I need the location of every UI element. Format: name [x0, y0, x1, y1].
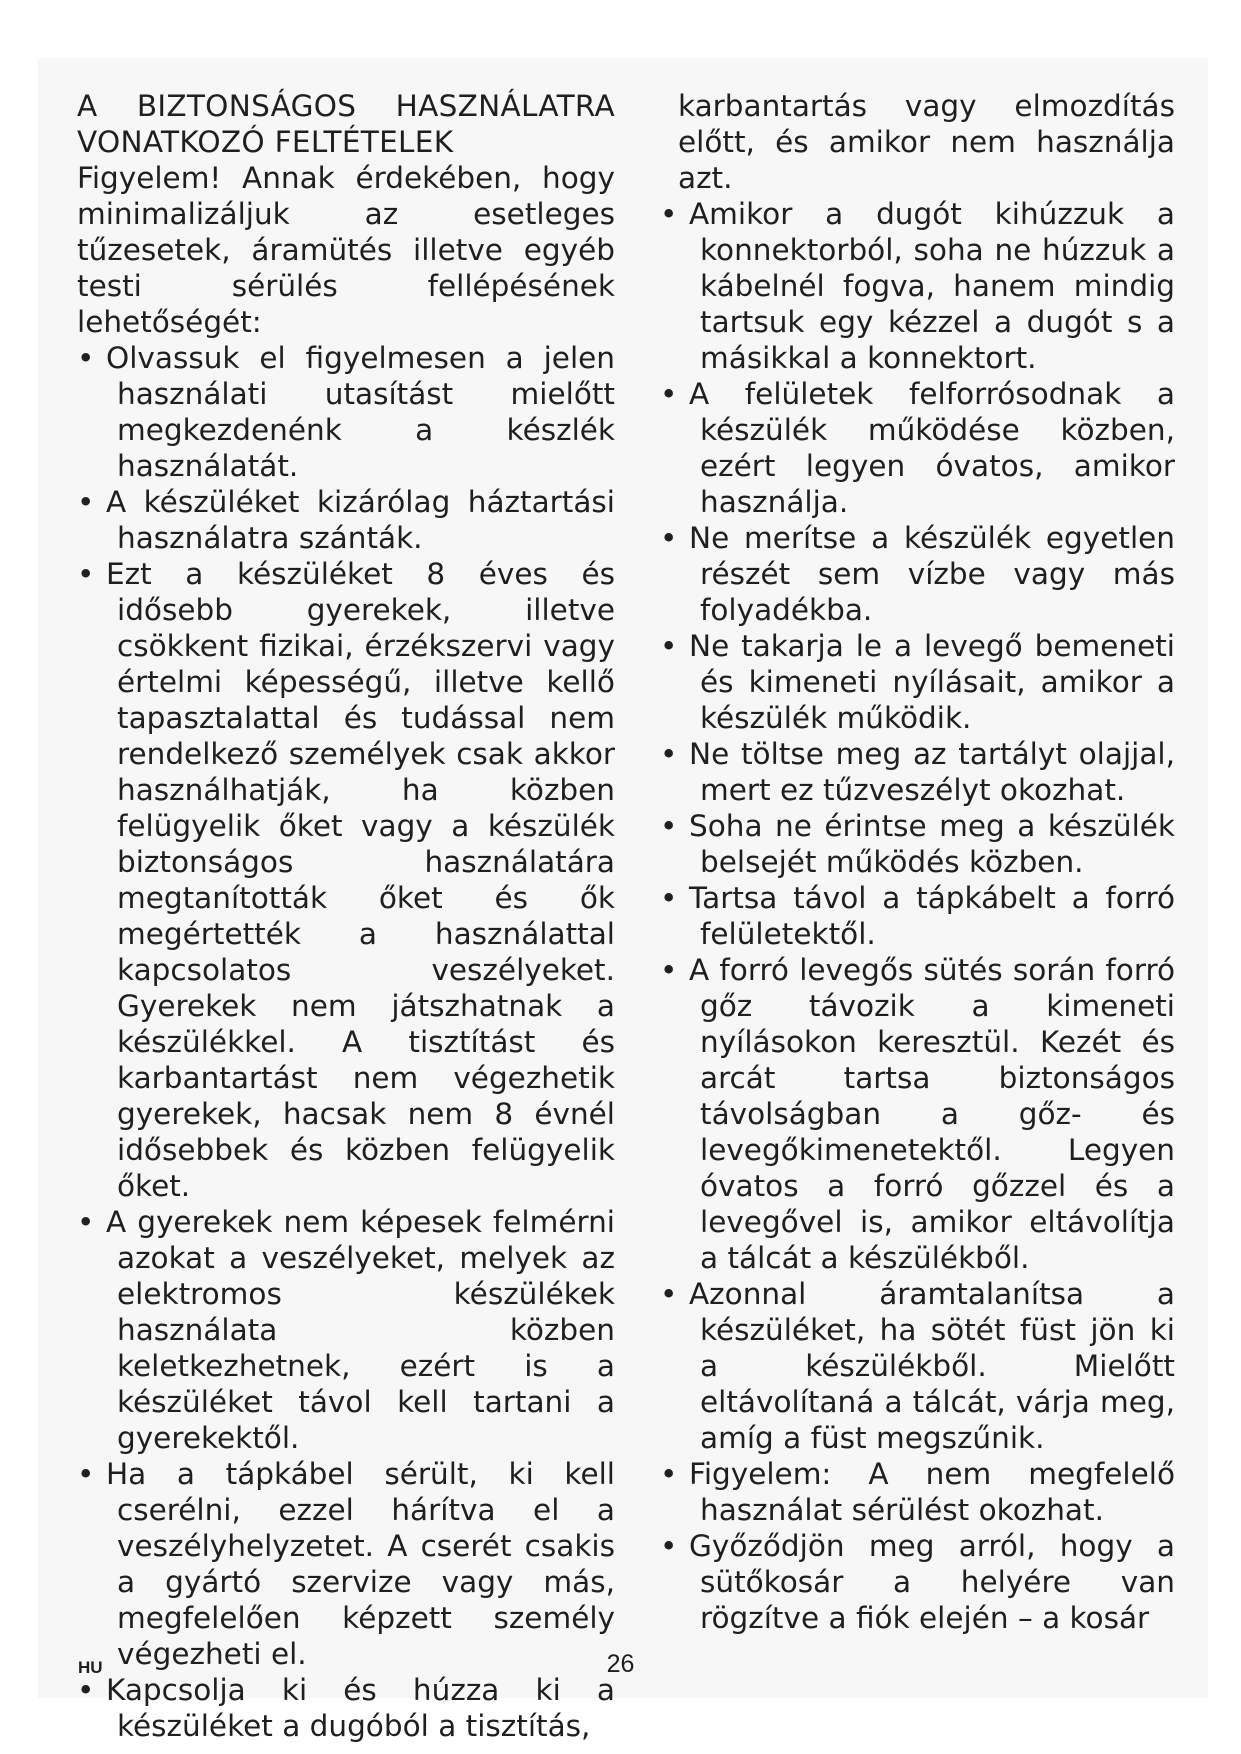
right-column	[660, 88, 1175, 1636]
list-item: • Ne merítse a készülék egyetlen részét sem vízbe vagy más folyadékba.	[660, 520, 1175, 628]
continued-text: karbantartás vagy elmozdítás előtt, és amikor nem használja azt.	[678, 89, 1175, 195]
list-item: • Figyelem: A nem megfelelő használat sérülést okozhat.	[660, 1456, 1175, 1528]
list-item: • Kapcsolja ki és húzza ki a készüléket a dugóból a tisztítás,	[77, 1672, 615, 1744]
list-item: • Tartsa távol a tápkábelt a forró felületektől.	[660, 880, 1175, 952]
list-item: • Amikor a dugót kihúzzuk a konnektorból, soha ne húzzuk a kábelnél fogva, hanem mindig tartsuk egy kézzel a dugót s a másikkal a konnektort.	[660, 196, 1175, 376]
section-heading: A BIZTONSÁGOS HASZNÁLATRA VONATKOZÓ FELTÉTELEK	[77, 89, 615, 159]
list-item: • A felületek felforrósodnak a készülék működése közben, ezért legyen óvatos, amikor használja.	[660, 376, 1175, 520]
list-item: • Ne töltse meg az tartályt olajjal, mert ez tűzveszélyt okozhat.	[660, 736, 1175, 808]
list-item: • Győződjön meg arról, hogy a sütőkosár a helyére van rögzítve a fiók elején – a kosár	[660, 1528, 1175, 1636]
list-item: • A készüléket kizárólag háztartási használatra szánták.	[77, 484, 615, 556]
list-item: • Azonnal áramtalanítsa a készüléket, ha sötét füst jön ki a készülékből. Mielőtt eltávolítaná a tálcát, várja meg, amíg a füst megszűnik.	[660, 1276, 1175, 1456]
list-item: • Ezt a készüléket 8 éves és idősebb gyerekek, illetve csökkent fizikai, érzékszervi vagy értelmi képességű, illetve kellő tapasztalattal és tudással nem rendelkező személyek csak akkor használhatják, ha közben felügyelik őket vagy a készülék biztonságos használatára megtanították őket és ők megértették a használattal kapcsolatos veszélyeket. Gyerekek nem játszhatnak a készülékkel. A tisztítást és karbantartást nem végezhetik gyerekek, hacsak nem 8 évnél idősebbek és közben felügyelik őket.	[77, 556, 615, 1204]
left-bullet-list	[77, 340, 615, 1744]
list-item: • Soha ne érintse meg a készülék belsejét működés közben.	[660, 808, 1175, 880]
list-item: • Olvassuk el figyelmesen a jelen használati utasítást mielőtt megkezdenénk a készlék használatát.	[77, 340, 615, 484]
language-code: HU	[78, 1658, 103, 1677]
list-item: • Ha a tápkábel sérült, ki kell cserélni, ezzel hárítva el a veszélyhelyzetet. A cserét csakis a gyártó szervize vagy más, megfelelően képzett személy végezheti el.	[77, 1456, 615, 1672]
left-column	[77, 88, 615, 1744]
right-bullet-list	[660, 196, 1175, 1636]
page-number: 26	[606, 1650, 635, 1678]
intro-paragraph: Figyelem! Annak érdekében, hogy minimalizáljuk az esetleges tűzesetek, áramütés illetve egyéb testi sérülés fellépésének lehetőségét:	[77, 161, 615, 339]
list-item: • A forró levegős sütés során forró gőz távozik a kimeneti nyílásokon keresztül. Kezét és arcát tartsa biztonságos távolságban a gőz- és levegőkimenetektől. Legyen óvatos a forró gőzzel és a levegővel is, amikor eltávolítja a tálcát a készülékből.	[660, 952, 1175, 1276]
list-item: • A gyerekek nem képesek felmérni azokat a veszélyeket, melyek az elektromos készülékek használata közben keletkezhetnek, ezért is a készüléket távol kell tartani a gyerekektől.	[77, 1204, 615, 1456]
list-item: • Ne takarja le a levegő bemeneti és kimeneti nyílásait, amikor a készülék működik.	[660, 628, 1175, 736]
